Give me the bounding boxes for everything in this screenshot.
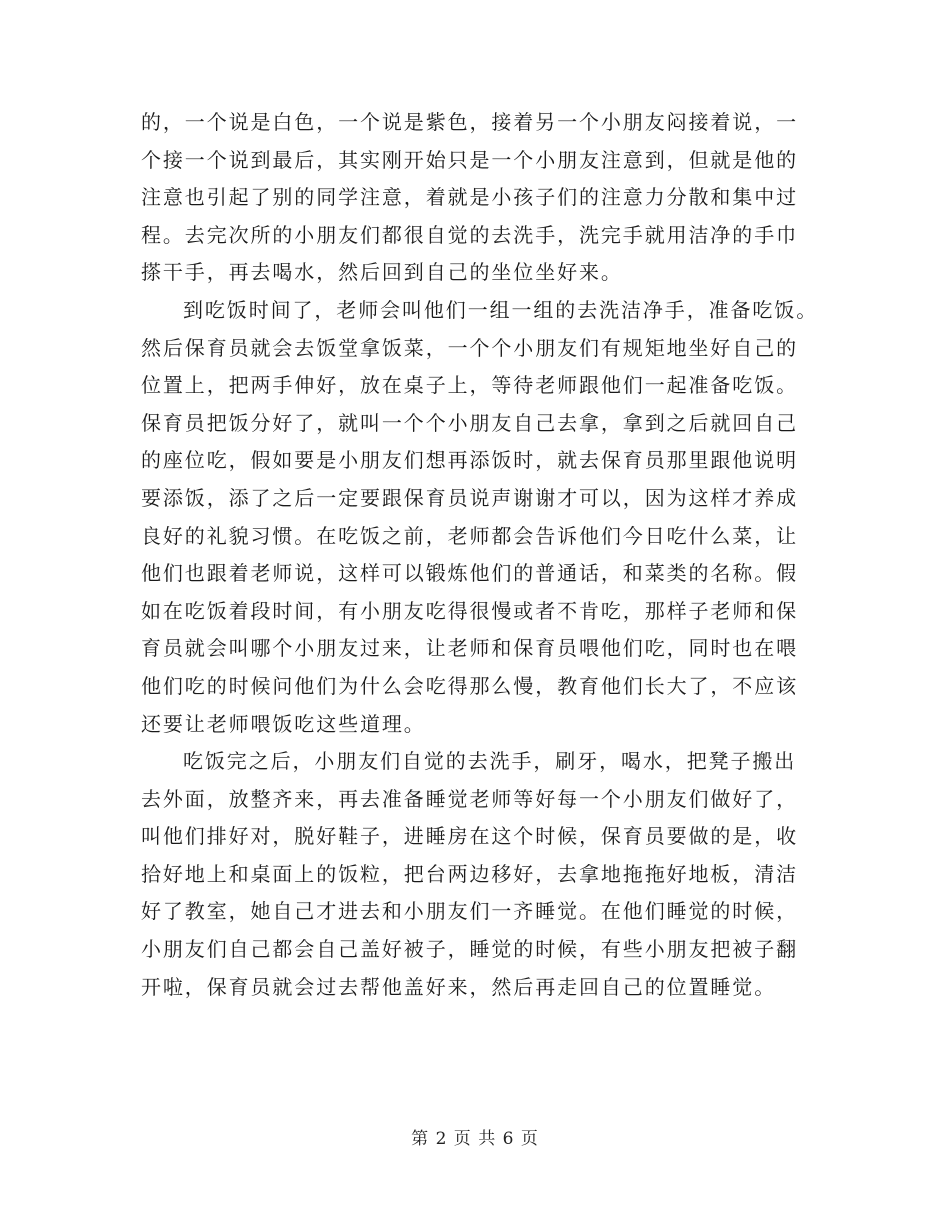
text-line: 程。去完次所的小朋友们都很自觉的去洗手，洗完手就用洁净的手巾 xyxy=(141,222,798,247)
text-line: 开啦，保育员就会过去帮他盖好来，然后再走回自己的位置睡觉。 xyxy=(141,974,777,999)
text-line: 如在吃饭着段时间，有小朋友吃得很慢或者不肯吃，那样子老师和保 xyxy=(141,598,798,623)
text-line: 他们也跟着老师说，这样可以锻炼他们的普通话，和菜类的名称。假 xyxy=(141,561,798,586)
text-line: 的，一个说是白色，一个说是紫色，接着另一个小朋友闷接着说，一 xyxy=(141,110,798,134)
text-line: 他们吃的时候问他们为什么会吃得那么慢，教育他们长大了，不应该 xyxy=(141,673,798,698)
text-line: 好了教室，她自己才进去和小朋友们一齐睡觉。在他们睡觉的时候， xyxy=(141,899,798,924)
text-line: 小朋友们自己都会自己盖好被子，睡觉的时候，有些小朋友把被子翻 xyxy=(141,937,798,962)
paragraph-1 xyxy=(141,104,813,292)
page-number-footer: 第 2 页 共 6 页 xyxy=(411,1129,539,1149)
text-line: 育员就会叫哪个小朋友过来，让老师和保育员喂他们吃，同时也在喂 xyxy=(141,636,798,661)
text-line: 保育员把饭分好了，就叫一个个小朋友自己去拿，拿到之后就回自己 xyxy=(141,410,798,435)
text-line: 吃饭完之后，小朋友们自觉的去洗手，刷牙，喝水，把凳子搬出 xyxy=(183,749,797,774)
text-line: 还要让老师喂饭吃这些道理。 xyxy=(141,711,426,736)
text-line: 然后保育员就会去饭堂拿饭菜，一个个小朋友们有规矩地坐好自己的 xyxy=(141,335,798,360)
text-line: 去外面，放整齐来，再去准备睡觉老师等好每一个小朋友们做好了， xyxy=(141,786,798,811)
text-line: 拾好地上和桌面上的饭粒，把台两边移好，去拿地拖拖好地板，清洁 xyxy=(141,861,798,886)
document-body xyxy=(141,104,819,1006)
text-line: 到吃饭时间了，老师会叫他们一组一组的去洗洁净手，准备吃饭。 xyxy=(183,297,819,322)
text-line: 个接一个说到最后，其实刚开始只是一个小朋友注意到，但就是他的 xyxy=(141,147,798,172)
paragraph-2 xyxy=(141,292,819,743)
text-line: 良好的礼貌习惯。在吃饭之前，老师都会告诉他们今日吃什么菜，让 xyxy=(141,523,798,548)
text-line: 注意也引起了别的同学注意，着就是小孩子们的注意力分散和集中过 xyxy=(141,185,798,210)
text-line: 要添饭，添了之后一定要跟保育员说声谢谢才可以，因为这样才养成 xyxy=(141,485,798,510)
text-line: 的座位吃，假如要是小朋友们想再添饭时，就去保育员那里跟他说明 xyxy=(141,448,798,473)
text-line: 位置上，把两手伸好，放在桌子上，等待老师跟他们一起准备吃饭。 xyxy=(141,373,798,398)
text-line: 叫他们排好对，脱好鞋子，进睡房在这个时候，保育员要做的是，收 xyxy=(141,824,798,849)
text-line: 搽干手，再去喝水，然后回到自己的坐位坐好来。 xyxy=(141,260,623,285)
paragraph-3 xyxy=(141,743,813,1006)
